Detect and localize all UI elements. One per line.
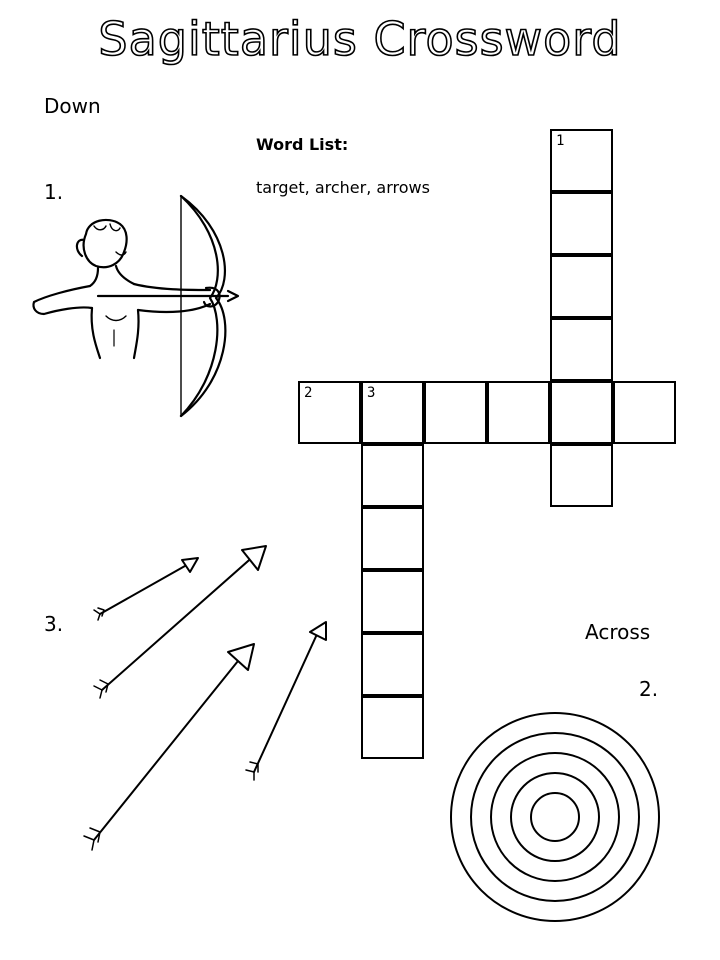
down-heading: Down	[44, 94, 101, 118]
archer-icon	[28, 190, 248, 422]
cell-number-1: 1	[556, 133, 565, 149]
grid-cell-2-across-5[interactable]	[550, 381, 613, 444]
across-heading: Across	[585, 620, 651, 644]
clue-3-number: 3.	[44, 612, 64, 636]
word-list-words: target, archer, arrows	[256, 178, 430, 197]
word-list-heading: Word List:	[256, 135, 349, 154]
cell-number-2: 2	[304, 385, 313, 401]
grid-cell-2-across-1[interactable]	[298, 381, 361, 444]
grid-cell-1-down-3[interactable]	[550, 255, 613, 318]
grid-cell-1-down-4[interactable]	[550, 318, 613, 381]
target-icon	[448, 710, 662, 924]
grid-cell-3-down-6[interactable]	[361, 696, 424, 759]
grid-cell-2-across-2[interactable]	[361, 381, 424, 444]
clue-2-number: 2.	[639, 677, 659, 701]
grid-cell-1-down-2[interactable]	[550, 192, 613, 255]
clue-1-number: 1.	[44, 180, 64, 204]
grid-cell-3-down-3[interactable]	[361, 507, 424, 570]
grid-cell-2-across-4[interactable]	[487, 381, 550, 444]
arrows-icon	[70, 540, 340, 860]
cell-number-3: 3	[367, 385, 376, 401]
page-title: Sagittarius Crossword	[98, 12, 622, 66]
grid-cell-3-down-5[interactable]	[361, 633, 424, 696]
grid-cell-2-across-3[interactable]	[424, 381, 487, 444]
grid-cell-1-down-6[interactable]	[550, 444, 613, 507]
grid-cell-1-down-1[interactable]	[550, 129, 613, 192]
grid-cell-2-across-6[interactable]	[613, 381, 676, 444]
grid-cell-3-down-2[interactable]	[361, 444, 424, 507]
grid-cell-3-down-4[interactable]	[361, 570, 424, 633]
